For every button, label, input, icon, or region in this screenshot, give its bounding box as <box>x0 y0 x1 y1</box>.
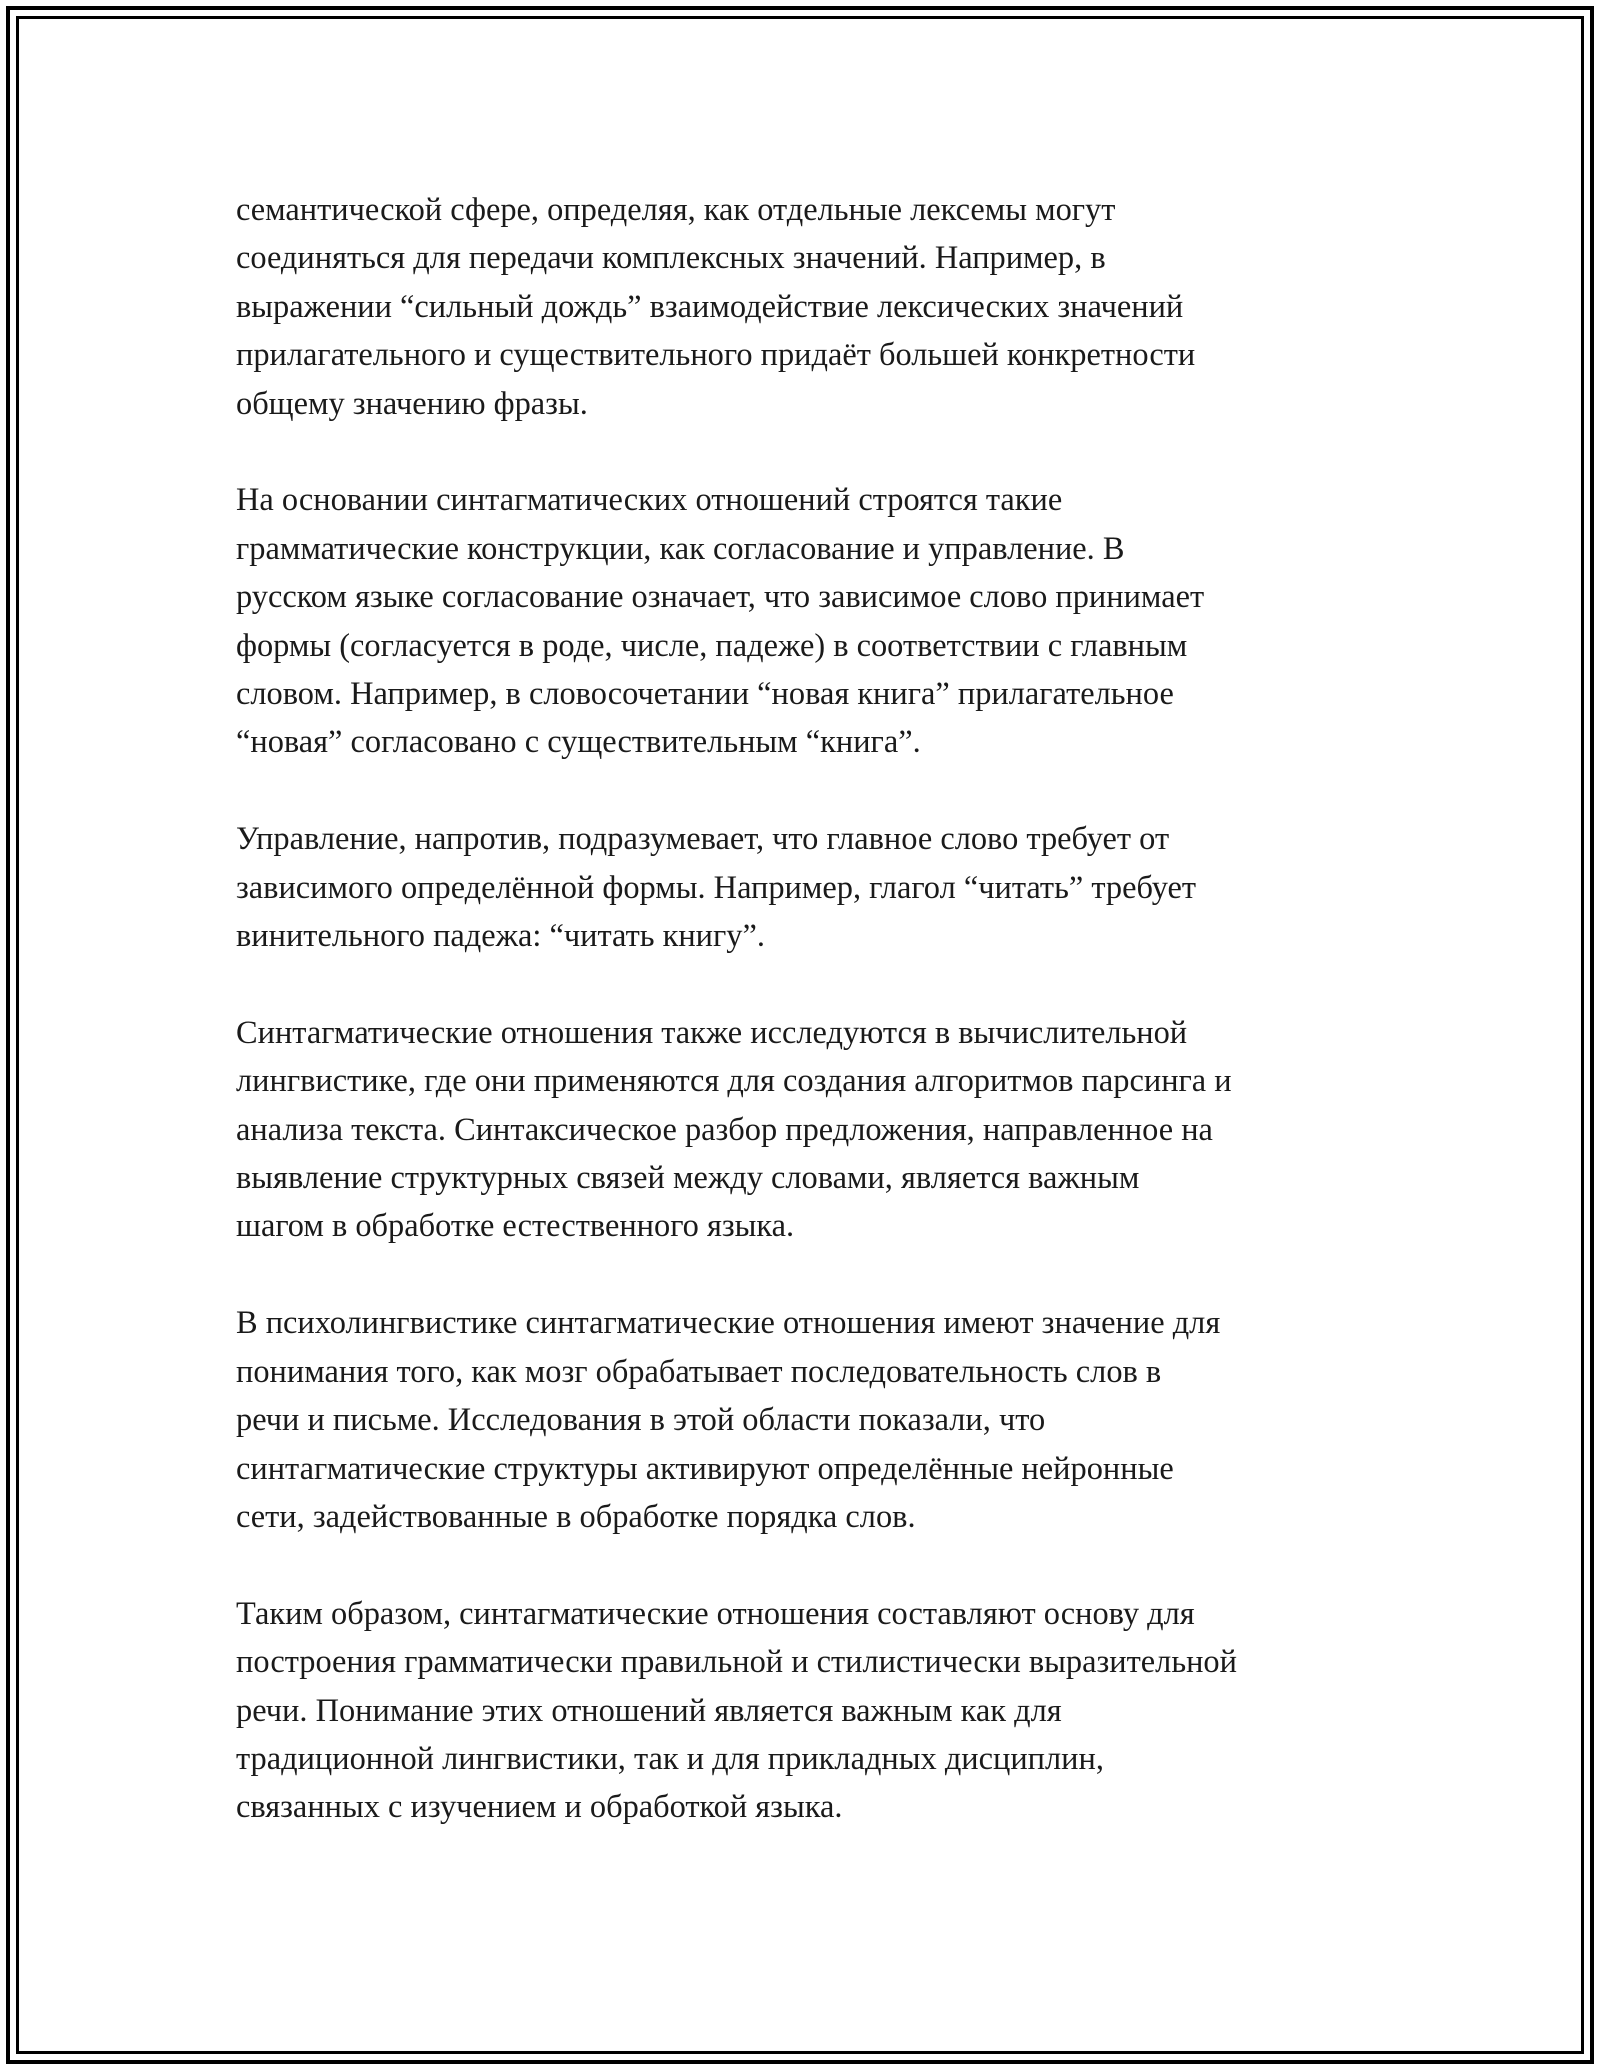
text-line: анализа текста. Синтаксическое разбор предложения, направленное на <box>236 1111 1213 1148</box>
text-line: В психолингвистике синтагматические отношения имеют значение для <box>236 1305 1221 1342</box>
text-line: соединяться для передачи комплексных значений. Например, в <box>236 240 1106 277</box>
paragraph-4 <box>236 1009 1376 1251</box>
text-line: речи. Понимание этих отношений является важным как для <box>236 1692 1062 1729</box>
text-line: синтагматические структуры активируют определённые нейронные <box>236 1450 1174 1487</box>
text-line: словом. Например, в словосочетании “новая книга” прилагательное <box>236 676 1174 713</box>
text-line: шагом в обработке естественного языка. <box>236 1208 795 1245</box>
text-line: грамматические конструкции, как согласование и управление. В <box>236 530 1125 567</box>
text-line: выявление структурных связей между словами, является важным <box>236 1160 1140 1197</box>
text-line: “новая” согласовано с существительным “книга”. <box>236 724 921 761</box>
text-line: общему значению фразы. <box>236 385 588 422</box>
paragraph-6 <box>236 1590 1376 1832</box>
text-line: зависимого определённой формы. Например, глагол “читать” требует <box>236 869 1196 906</box>
text-line: Синтагматические отношения также исследуются в вычислительной <box>236 1014 1188 1051</box>
paragraph-2 <box>236 476 1376 766</box>
text-line: Управление, напротив, подразумевает, что главное слово требует от <box>236 821 1170 858</box>
paragraph-1 <box>236 186 1376 428</box>
text-line: прилагательного и существительного придаёт большей конкретности <box>236 337 1196 374</box>
text-line: семантической сфере, определяя, как отдельные лексемы могут <box>236 192 1116 228</box>
text-line: На основании синтагматических отношений строятся такие <box>236 482 1063 519</box>
paragraph-5 <box>236 1299 1376 1541</box>
text-line: винительного падежа: “читать книгу”. <box>236 918 765 955</box>
text-line: связанных с изучением и обработкой языка. <box>236 1789 843 1826</box>
text-line: традиционной лингвистики, так и для прикладных дисциплин, <box>236 1740 1104 1777</box>
text-line: сети, задействованные в обработке порядка слов. <box>236 1498 916 1535</box>
paragraph-3 <box>236 815 1376 960</box>
text-line: русском языке согласование означает, что зависимое слово принимает <box>236 579 1205 616</box>
text-line: построения грамматически правильной и стилистически выразительной <box>236 1644 1237 1681</box>
document-body <box>236 186 1376 1880</box>
text-line: лингвистике, где они применяются для создания алгоритмов парсинга и <box>236 1063 1232 1100</box>
text-line: Таким образом, синтагматические отношения составляют основу для <box>236 1595 1195 1632</box>
text-line: речи и письме. Исследования в этой области показали, что <box>236 1402 1046 1439</box>
text-line: понимания того, как мозг обрабатывает последовательность слов в <box>236 1353 1162 1390</box>
text-line: формы (согласуется в роде, числе, падеже) в соответствии с главным <box>236 627 1188 664</box>
text-line: выражении “сильный дождь” взаимодействие лексических значений <box>236 288 1184 325</box>
